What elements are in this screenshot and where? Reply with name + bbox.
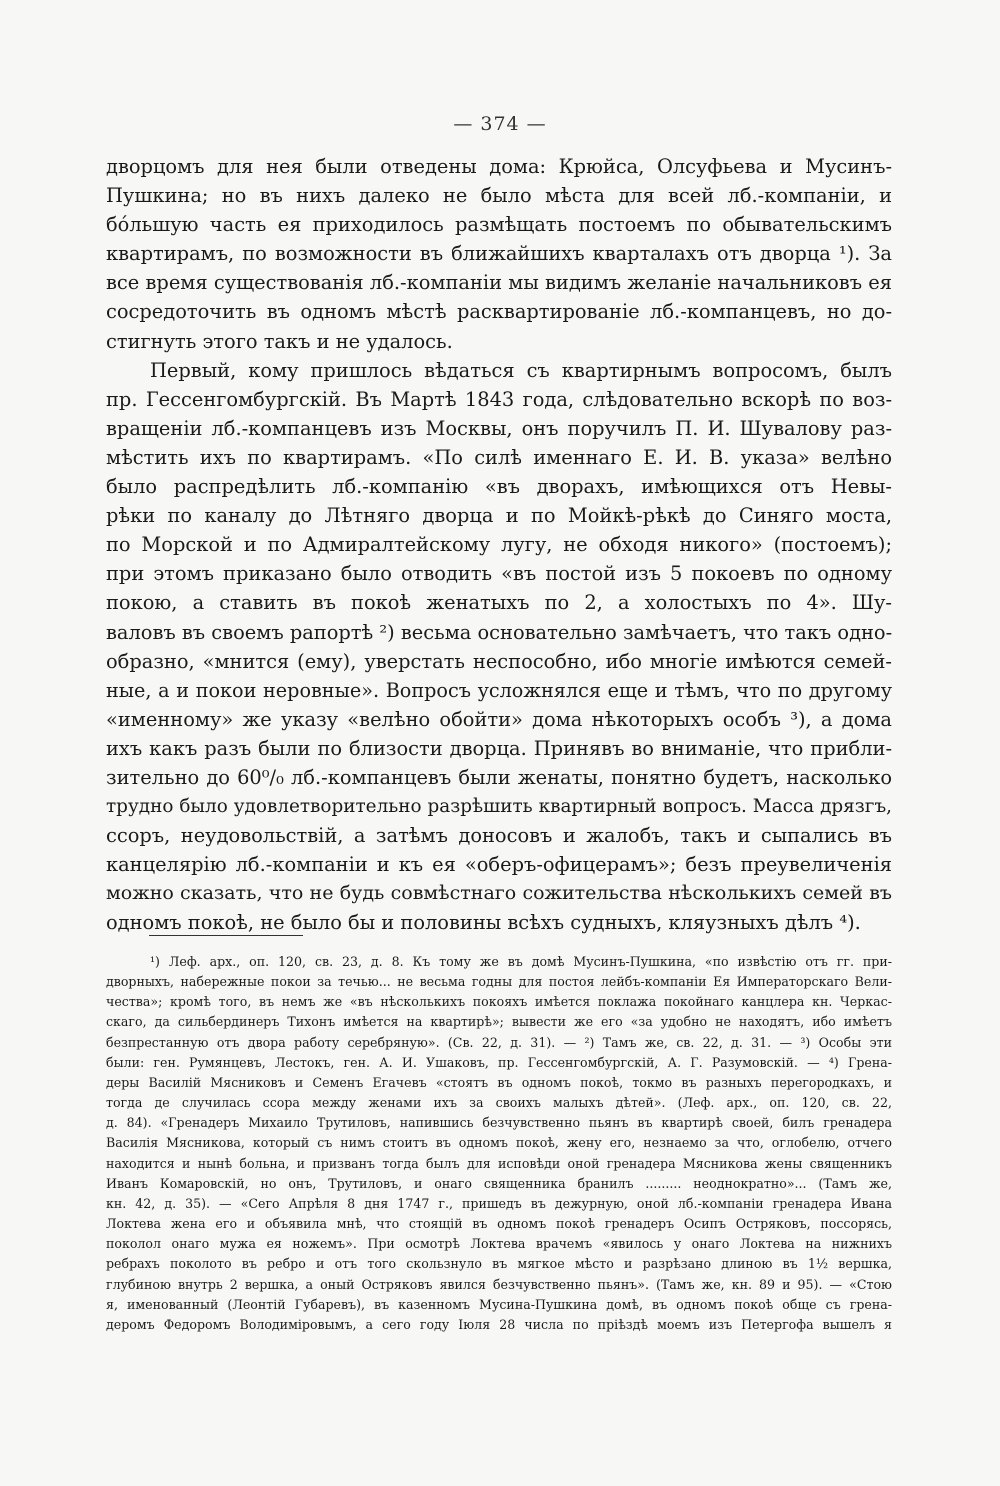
text-line: вращеніи лб.-компанцевъ изъ Москвы, онъ поручилъ П. И. Шувалову раз- <box>106 416 892 440</box>
footnote-line: были: ген. Румянцевъ, Лестокъ, ген. А. И. Ушаковъ, пр. Гессенгомбургскій, А. Г. Разумовскій. — ⁴) Грена- <box>106 1054 892 1070</box>
text-line: было распредѣлить лб.-компанію «въ дворахъ, имѣющихся отъ Невы- <box>106 475 892 499</box>
text-line: ные, а и покои неровные». Вопросъ усложнялся еще и тѣмъ, что по другому <box>106 678 892 702</box>
footnote-line: кн. 42, д. 35). — «Сего Апрѣля 8 дня 1747 г., пришедъ въ дежурную, оной лб.-компаніи гренадера Ивана <box>106 1195 892 1211</box>
text-line: по Морской и по Адмиралтейскому лугу, не обходя никого» (постоемъ); <box>106 533 892 557</box>
text-line: сосредоточить въ одномъ мѣстѣ расквартированіе лб.-компанцевъ, но до- <box>106 300 892 324</box>
footnote-line: д. 84). «Гренадеръ Михаило Трутиловъ, напившись безчувственно пьянъ въ квартирѣ своей, билъ гренадера <box>106 1115 892 1131</box>
text-line: зительно до 60⁰/₀ лб.-компанцевъ были женаты, понятно будетъ, насколько <box>106 765 892 789</box>
text-line: дворцомъ для нея были отведены дома: Крюйса, Олсуфьева и Мусинъ- <box>106 155 892 178</box>
footnote-line: деромъ Федоромъ Володиміровымъ, а сего году Іюля 28 числа по пріѣздѣ моемъ изъ Петергофа вышелъ я <box>106 1316 892 1332</box>
footnote-line: находится и нынѣ больна, и призванъ тогда былъ для исповѣди оной гренадера Мясникова жены священникъ <box>106 1155 892 1171</box>
footnote-divider <box>149 935 303 936</box>
text-line: все время существованія лб.-компаніи мы видимъ желаніе начальниковъ ея <box>106 271 892 295</box>
footnote-line: глубиною внутрь 2 вершка, а оный Остряковъ явился безчувственно пьянъ». (Тамъ же, кн. 89 и 95). — «Стою <box>106 1276 892 1292</box>
footnote-line: дворныхъ, набережные покои за течью... не весьма годны для постоя лейбъ-компаніи Ея Императорскаго Вели- <box>106 974 892 990</box>
text-line: покою, а ставить въ покоѣ женатыхъ по 2, а холостыхъ по 4». Шу- <box>106 591 892 615</box>
footnote-line: Локтева жена его и объявила мнѣ, что стоящій въ одномъ покоѣ гренадеръ Осипъ Остряковъ, поссорясь, <box>106 1216 892 1232</box>
paragraph-1 <box>106 152 892 356</box>
footnote-line: ребрахъ поколото въ ребро и отъ того скользнуло въ мягкое мѣсто и разрѣзано длиною въ 1½ вершка, <box>106 1256 892 1272</box>
text-line: при этомъ приказано было отводить «въ постой изъ 5 покоевъ по одному <box>106 562 892 586</box>
text-line: «именному» же указу «велѣно обойти» дома нѣкоторыхъ особъ ³), а дома <box>106 707 892 731</box>
text-line: пр. Гессенгомбургскій. Въ Мартѣ 1843 года, слѣдовательно вскорѣ по воз- <box>106 387 892 411</box>
main-text <box>106 152 892 938</box>
text-line: канцелярію лб.-компаніи и къ ея «оберъ-офицерамъ»; безъ преувеличенія <box>106 853 892 877</box>
footnote-line: тогда де случилась ссора между женами ихъ за своихъ малыхъ дѣтей». (Леф. арх., оп. 120, св. 22, <box>106 1095 892 1111</box>
page-number: — 374 — <box>453 113 547 135</box>
text-line: Первый, кому пришлось вѣдаться съ квартирнымъ вопросомъ, былъ <box>150 358 892 382</box>
footnote-line: поколол онаго мужа ея ножемъ». При осмотрѣ Локтева врачемъ «явилось у онаго Локтева на нижнихъ <box>106 1236 892 1252</box>
footnote-line: ¹) Леф. арх., оп. 120, св. 23, д. 8. Къ тому же въ домѣ Мусинъ-Пушкина, «по извѣстію отъ гг. при- <box>150 954 892 969</box>
footnote-line: Василія Мясникова, который съ нимъ стоитъ въ одномъ покоѣ, жену его, незнаемо за что, оглобелю, отчего <box>106 1135 892 1151</box>
footnote-line: безпрестанную отъ двора работу серебряную». (Св. 22, д. 31). — ²) Тамъ же, св. 22, д. 31. — ³) Особы эти <box>106 1034 892 1050</box>
text-line: рѣки по каналу до Лѣтняго дворца и по Мойкѣ-рѣкѣ до Синяго моста, <box>106 504 892 528</box>
text-line: можно сказать, что не будь совмѣстнаго сожительства нѣсколькихъ семей въ <box>106 882 892 905</box>
text-line: мѣстить ихъ по квартирамъ. «По силѣ именнагo Е. И. В. указа» велѣно <box>106 445 892 469</box>
text-line: валовъ въ своемъ рапортѣ ²) весьма основательно замѣчаетъ, что такъ одно- <box>106 620 893 644</box>
text-line: бóльшую часть ея приходилось размѣщать постоемъ по обывательскимъ <box>106 213 892 237</box>
footnotes <box>106 952 892 1335</box>
text-line: образно, «мнится (ему), уверстать неспособно, ибо многіе имѣются семей- <box>106 649 892 673</box>
text-line: квартирамъ, по возможности въ ближайшихъ кварталахъ отъ дворца ¹). За <box>106 242 892 266</box>
text-line: одномъ покоѣ, не было бы и половины всѣхъ судныхъ, кляузныхъ дѣлъ ⁴). <box>106 911 861 935</box>
footnote-line: деры Василій Мясниковъ и Семенъ Егачевъ «стоятъ въ одномъ покоѣ, токмо въ разныхъ перегородкахъ, и <box>106 1074 892 1090</box>
text-line: трудно было удовлетворительно разрѣшить квартирный вопросъ. Масса дрязгъ, <box>106 796 892 818</box>
footnote-line: Иванъ Комаровскій, но онъ, Трутиловъ, и онаго священника бранилъ ......... неоднократно»... (Тамъ же, <box>106 1175 892 1191</box>
text-line: ссоръ, неудовольствій, а затѣмъ доносовъ и жалобъ, такъ и сыпались въ <box>106 824 892 848</box>
footnote-line: я, именованный (Леонтій Губаревъ), въ казенномъ Мусина-Пушкина домѣ, въ одномъ покоѣ обще съ грена- <box>106 1296 892 1312</box>
paragraph-2 <box>106 356 892 938</box>
text-line: стигнуть этого такъ и не удалось. <box>106 329 453 353</box>
text-line: Пушкина; но въ нихъ далеко не было мѣста для всей лб.-компаніи, и <box>106 184 892 208</box>
footnote-line: чества»; кромѣ того, въ немъ же «въ нѣсколькихъ покояхъ имѣется поклажа покойнаго канцлера кн. Черкас- <box>106 994 892 1010</box>
footnote-line: скаго, да сильбердинеръ Тихонъ имѣется на квартирѣ»; вывести же его «за удобно не находятъ, ибо имѣетъ <box>106 1014 892 1030</box>
text-line: ихъ какъ разъ были по близости дворца. Принявъ во вниманіе, что прибли- <box>106 736 892 760</box>
